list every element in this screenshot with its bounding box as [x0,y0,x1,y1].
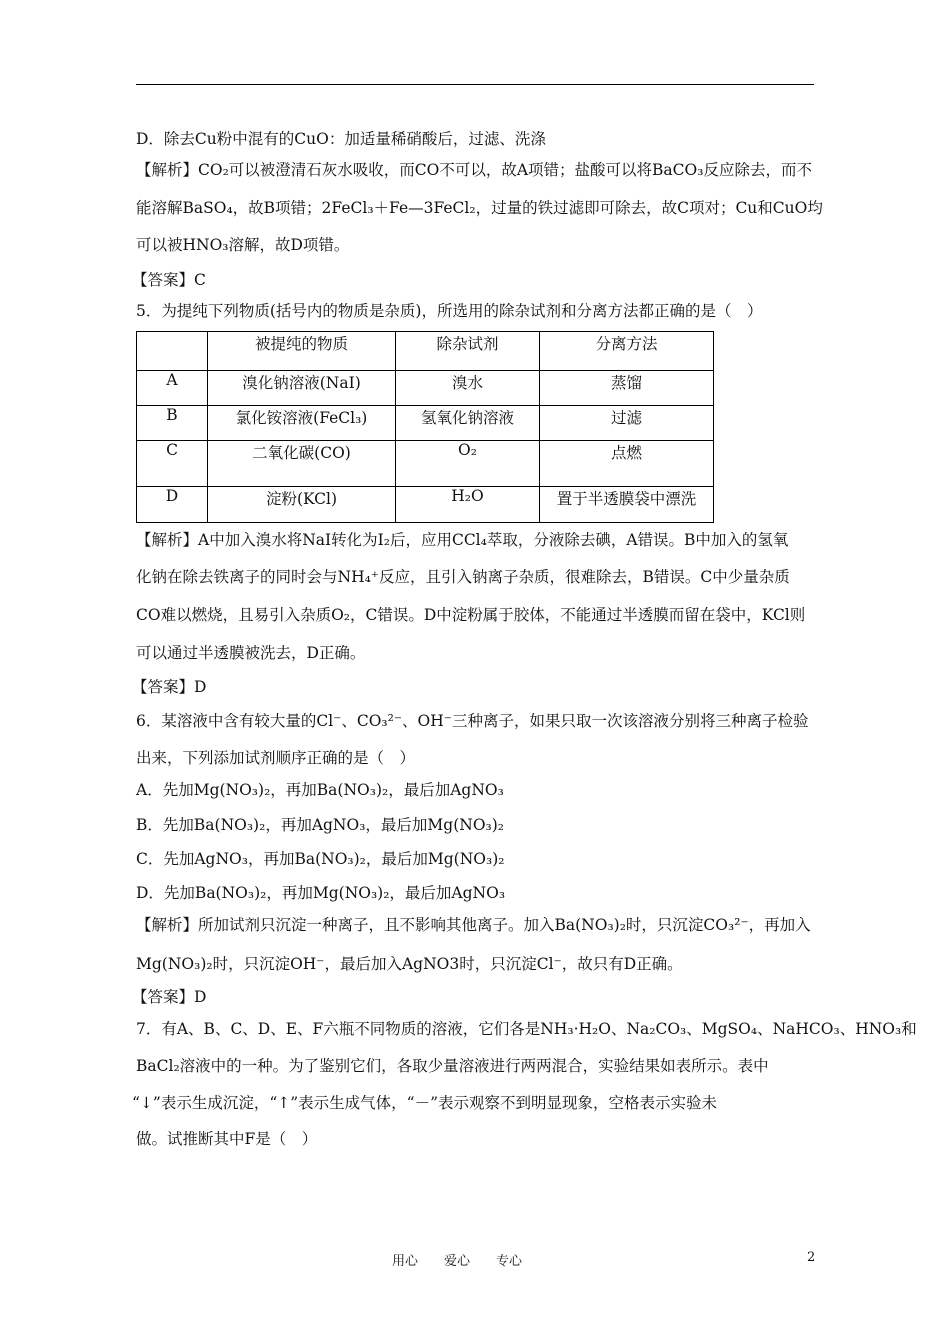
analysis-line: 可以通过半透膜被洗去，D正确。 [136,644,366,662]
analysis-line: 【解析】CO₂可以被澄清石灰水吸收，而CO不可以，故A项错；盐酸可以将BaCO₃反应除去，而不 [136,161,812,179]
answer-line: 【答案】D [132,678,207,696]
table-header-cell: 被提纯的物质 [208,332,396,371]
table-row [137,406,714,441]
table-header-row [137,332,714,371]
answer-line: 【答案】C [132,271,206,289]
option-line: C．先加AgNO₃，再加Ba(NO₃)₂，最后加Mg(NO₃)₂ [136,850,505,868]
option-d-line: D．除去Cu粉中混有的CuO：加适量稀硝酸后，过滤、洗涤 [136,130,546,148]
table-header-cell: 除杂试剂 [396,332,540,371]
table-cell: 淀粉(KCl) [208,487,396,523]
table-cell: 二氧化碳(CO) [208,441,396,487]
table-cell: A [137,371,208,406]
table-cell: 溴化钠溶液(NaI) [208,371,396,406]
option-line: B．先加Ba(NO₃)₂，再加AgNO₃，最后加Mg(NO₃)₂ [136,816,504,834]
question-5: 5．为提纯下列物质(括号内的物质是杂质)，所选用的除杂试剂和分离方法都正确的是（ ） [136,302,763,320]
analysis-line: Mg(NO₃)₂时，只沉淀OH⁻，最后加入AgNO3时，只沉淀Cl⁻，故只有D正确。 [136,955,683,973]
table-cell: B [137,406,208,441]
question-6: 6．某溶液中含有较大量的Cl⁻、CO₃²⁻、OH⁻三种离子，如果只取一次该溶液分别将三种离子检验 [136,712,809,730]
question-6: 出来，下列添加试剂顺序正确的是（ ） [136,749,416,767]
table-cell: O₂ [396,441,540,487]
analysis-line: CO难以燃烧，且易引入杂质O₂，C错误。D中淀粉属于胶体，不能通过半透膜而留在袋中，KCl则 [136,606,806,624]
analysis-line: 化钠在除去铁离子的同时会与NH₄⁺反应，且引入钠离子杂质，很难除去，B错误。C中少量杂质 [136,568,790,586]
table-header-cell [137,332,208,371]
table-cell: 溴水 [396,371,540,406]
question-5-table [136,331,714,523]
question-7: 7．有A、B、C、D、E、F六瓶不同物质的溶液，它们各是NH₃·H₂O、Na₂CO₃、MgSO₄、NaHCO₃、HNO₃和 [136,1020,917,1038]
answer-line: 【答案】D [132,988,207,1006]
table-row [137,487,714,523]
table-cell: 过滤 [540,406,714,441]
question-7: BaCl₂溶液中的一种。为了鉴别它们，各取少量溶液进行两两混合，实验结果如表所示。表中 [136,1057,769,1075]
table-cell: 置于半透膜袋中漂洗 [540,487,714,523]
table-header-cell: 分离方法 [540,332,714,371]
table-cell: H₂O [396,487,540,523]
table-cell: 氢氧化钠溶液 [396,406,540,441]
table-cell: 蒸馏 [540,371,714,406]
page-number: 2 [807,1250,816,1265]
table-cell: D [137,487,208,523]
table-row [137,371,714,406]
option-line: D．先加Ba(NO₃)₂，再加Mg(NO₃)₂，最后加AgNO₃ [136,884,506,902]
analysis-line: 【解析】所加试剂只沉淀一种离子，且不影响其他离子。加入Ba(NO₃)₂时，只沉淀CO₃²⁻，再加入 [136,916,811,934]
table-cell: 点燃 [540,441,714,487]
question-7: “↓”表示生成沉淀，“↑”表示生成气体，“－”表示观察不到明显现象，空格表示实验未 [132,1094,718,1112]
footer-motto: 用心 爱心 专心 [392,1254,523,1269]
analysis-line: 可以被HNO₃溶解，故D项错。 [136,236,350,254]
table-cell: C [137,441,208,487]
table-cell: 氯化铵溶液(FeCl₃) [208,406,396,441]
table-row [137,441,714,487]
header-rule [136,84,814,85]
option-line: A．先加Mg(NO₃)₂，再加Ba(NO₃)₂，最后加AgNO₃ [136,781,504,799]
analysis-line: 【解析】A中加入溴水将NaI转化为I₂后，应用CCl₄萃取，分液除去碘，A错误。B中加入的氢氧 [136,531,789,549]
question-7: 做。试推断其中F是（ ） [136,1130,318,1148]
analysis-line: 能溶解BaSO₄，故B项错；2FeCl₃＋Fe—3FeCl₂，过量的铁过滤即可除去，故C项对；Cu和CuO均 [136,199,823,217]
